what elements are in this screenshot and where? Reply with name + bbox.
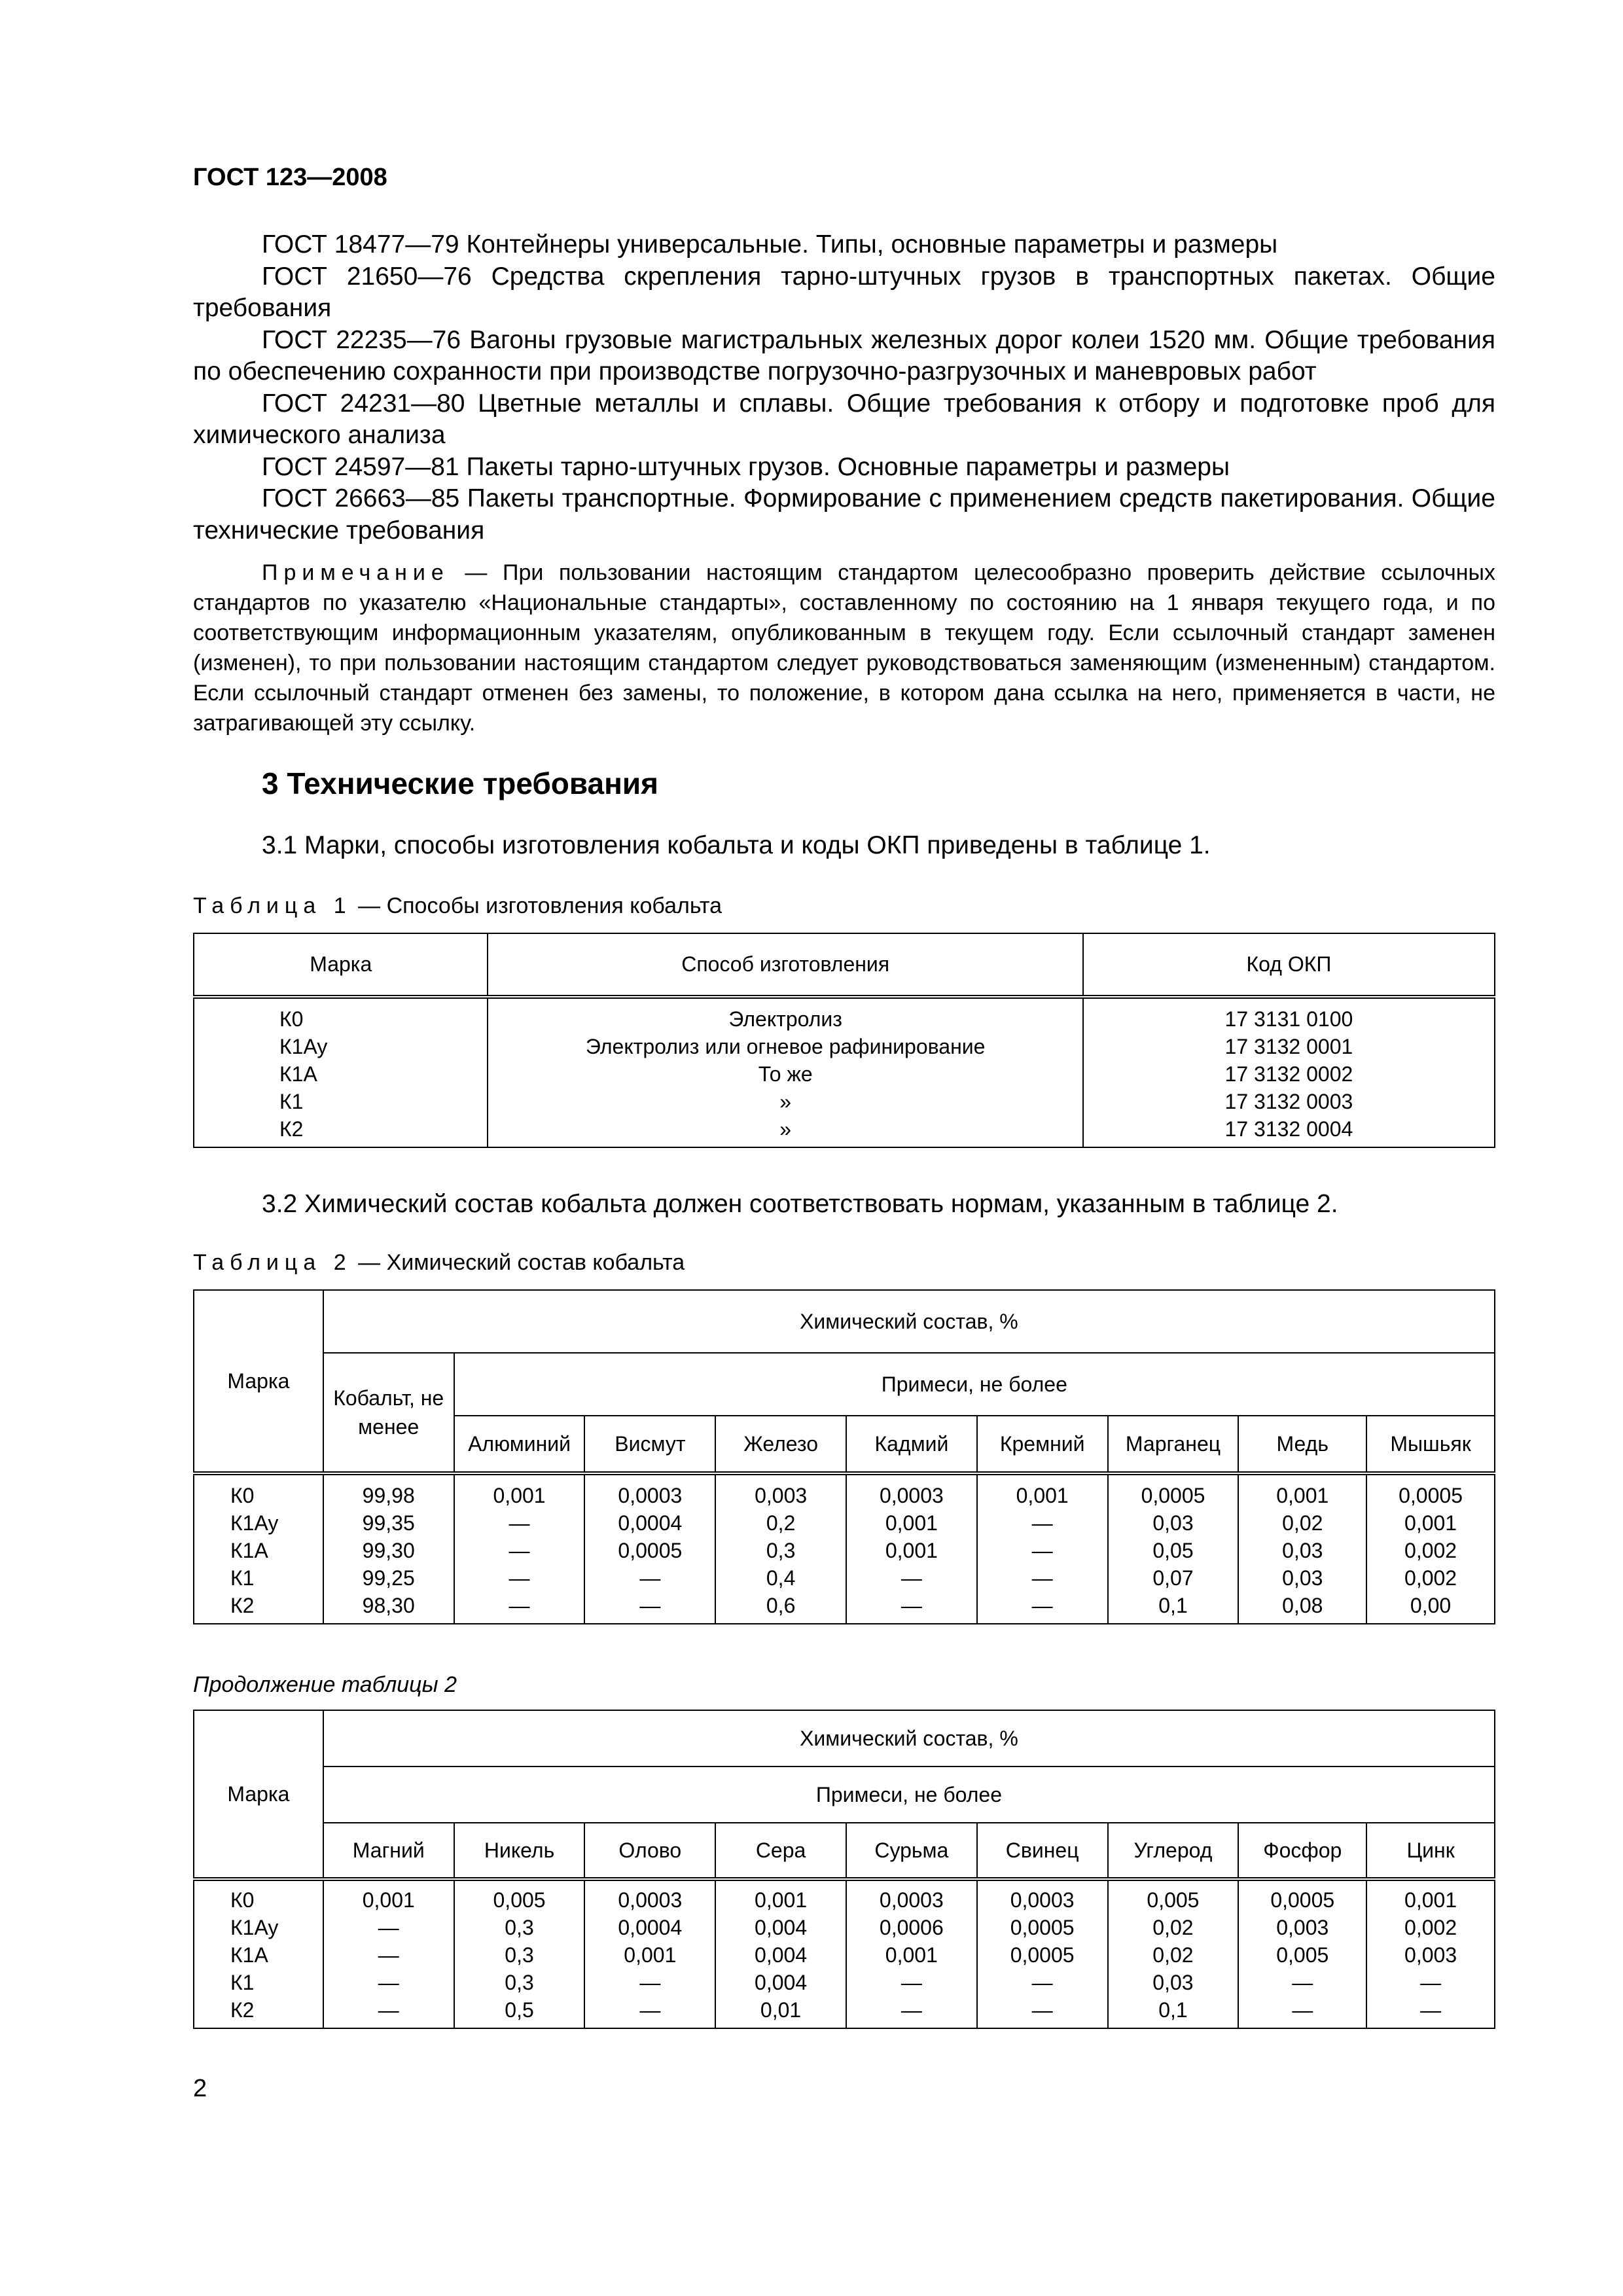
- reference-item: ГОСТ 24597—81 Пакеты тарно-штучных грузов. Основные параметры и размеры: [262, 452, 1230, 481]
- table-header-cell: Медь: [1238, 1416, 1366, 1473]
- table-continuation-caption: Продолжение таблицы 2: [193, 1672, 457, 1697]
- table-header-cell: Химический состав, %: [323, 1710, 1495, 1767]
- table-header-cell: Свинец: [977, 1823, 1108, 1879]
- table-cell: 0,0003 0,0004 0,0005 — —: [584, 1473, 715, 1624]
- reference-item: ГОСТ 18477—79 Контейнеры универсальные. Типы, основные параметры и размеры: [262, 230, 1278, 259]
- reference-item: ГОСТ 24231—80 Цветные металлы и сплавы. Общие требования к отбору и подготовке проб для химического анализа: [193, 389, 1495, 449]
- table-header-cell: Кобальт, не менее: [323, 1353, 454, 1473]
- note-block: [193, 558, 1495, 738]
- table-header-cell: Никель: [454, 1823, 585, 1879]
- table-cell: 0,005 0,02 0,02 0,03 0,1: [1108, 1879, 1239, 2028]
- table-cell: 0,001 — — — —: [454, 1473, 585, 1624]
- table-header-cell: Кадмий: [846, 1416, 977, 1473]
- table-cell: 0,003 0,2 0,3 0,4 0,6: [715, 1473, 846, 1624]
- reference-item: ГОСТ 22235—76 Вагоны грузовые магистральных железных дорог колеи 1520 мм. Общие требования по обеспечению сохранности при производстве погрузочно-разгрузочных и маневровых работ: [193, 325, 1495, 386]
- table-cell: 0,0005 0,001 0,002 0,002 0,00: [1366, 1473, 1495, 1624]
- table-cell: 0,0005 0,003 0,005 — —: [1238, 1879, 1366, 2028]
- table-header-cell: Олово: [584, 1823, 715, 1879]
- table-header-cell: Марка: [194, 1290, 323, 1473]
- note-text: — При пользовании настоящим стандартом целесообразно проверить действие ссылочных стандартов по указателю «Национальные стандарты», составленному по состоянию на 1 января текущего года, и по соответствующим информационным указателям, опубликованным в текущем году. Если ссылочный стандарт заменен (изменен), то при пользовании настоящим стандартом следует руководствоваться заменяющим (измененным) стандартом. Если ссылочный стандарт отменен без замены, то положение, в котором дана ссылка на него, применяется в части, не затрагивающей эту ссылку.: [193, 560, 1495, 736]
- table-1-caption: Таблица 1 — Способы изготовления кобальта: [193, 893, 722, 918]
- table-cell: 17 3131 0100 17 3132 0001 17 3132 0002 17 3132 0003 17 3132 0004: [1083, 997, 1495, 1147]
- table-header-cell: Кремний: [977, 1416, 1108, 1473]
- page-header: ГОСТ 123—2008: [193, 164, 387, 191]
- table-cell: К0 К1Ау К1А К1 К2: [194, 1473, 323, 1624]
- table-header-cell: Углерод: [1108, 1823, 1239, 1879]
- table-cell: 0,001 — — — —: [977, 1473, 1108, 1624]
- table-header-cell: Сера: [715, 1823, 846, 1879]
- table-1: [193, 933, 1495, 1148]
- table-header-cell: Способ изготовления: [488, 933, 1082, 997]
- table-header-cell: Марка: [194, 933, 488, 997]
- table-cell: 0,0003 0,0006 0,001 — —: [846, 1879, 977, 2028]
- table-cell: 0,0005 0,03 0,05 0,07 0,1: [1108, 1473, 1239, 1624]
- table-header-cell: Примеси, не более: [454, 1353, 1495, 1416]
- table-2: [193, 1289, 1495, 1624]
- table-header-cell: Фосфор: [1238, 1823, 1366, 1879]
- page-number: 2: [193, 2075, 207, 2102]
- table-2-continued: [193, 1710, 1495, 2029]
- table-header-cell: Сурьма: [846, 1823, 977, 1879]
- table-header-cell: Химический состав, %: [323, 1290, 1495, 1353]
- table-header-cell: Примеси, не более: [323, 1767, 1495, 1823]
- references-list: [193, 229, 1495, 547]
- table-header-cell: Марка: [194, 1710, 323, 1879]
- table-cell: 0,0003 0,0004 0,001 — —: [584, 1879, 715, 2028]
- table-header-cell: Алюминий: [454, 1416, 585, 1473]
- table-header-cell: Висмут: [584, 1416, 715, 1473]
- table-cell: 0,0003 0,001 0,001 — —: [846, 1473, 977, 1624]
- table-header-cell: Марганец: [1108, 1416, 1239, 1473]
- table-cell: 0,005 0,3 0,3 0,3 0,5: [454, 1879, 585, 2028]
- reference-item: ГОСТ 26663—85 Пакеты транспортные. Формирование с применением средств пакетирования. Общие технические требования: [193, 484, 1495, 545]
- table-header-cell: Код ОКП: [1083, 933, 1495, 997]
- table-header-cell: Цинк: [1366, 1823, 1495, 1879]
- note-label: Примечание: [262, 560, 450, 585]
- table-cell: 99,98 99,35 99,30 99,25 98,30: [323, 1473, 454, 1624]
- paragraph-3-2: 3.2 Химический состав кобальта должен соответствовать нормам, указанным в таблице 2.: [262, 1190, 1338, 1218]
- table-cell: 0,001 0,004 0,004 0,004 0,01: [715, 1879, 846, 2028]
- table-header-cell: Железо: [715, 1416, 846, 1473]
- table-header-cell: Магний: [323, 1823, 454, 1879]
- table-cell: К0 К1Ау К1А К1 К2: [194, 1879, 323, 2028]
- section-title: 3 Технические требования: [262, 766, 658, 800]
- table-cell: 0,001 0,002 0,003 — —: [1366, 1879, 1495, 2028]
- paragraph-3-1: 3.1 Марки, способы изготовления кобальта и коды ОКП приведены в таблице 1.: [262, 831, 1211, 859]
- table-cell: 0,001 0,02 0,03 0,03 0,08: [1238, 1473, 1366, 1624]
- reference-item: ГОСТ 21650—76 Средства скрепления тарно-штучных грузов в транспортных пакетах. Общие требования: [193, 262, 1495, 322]
- table-header-cell: Мышьяк: [1366, 1416, 1495, 1473]
- table-cell: Электролиз Электролиз или огневое рафинирование То же » »: [488, 997, 1082, 1147]
- table-2-caption: Таблица 2 — Химический состав кобальта: [193, 1250, 685, 1275]
- table-cell: 0,0003 0,0005 0,0005 — —: [977, 1879, 1108, 2028]
- table-cell: К0 К1Ау К1А К1 К2: [194, 997, 488, 1147]
- table-cell: 0,001 — — — —: [323, 1879, 454, 2028]
